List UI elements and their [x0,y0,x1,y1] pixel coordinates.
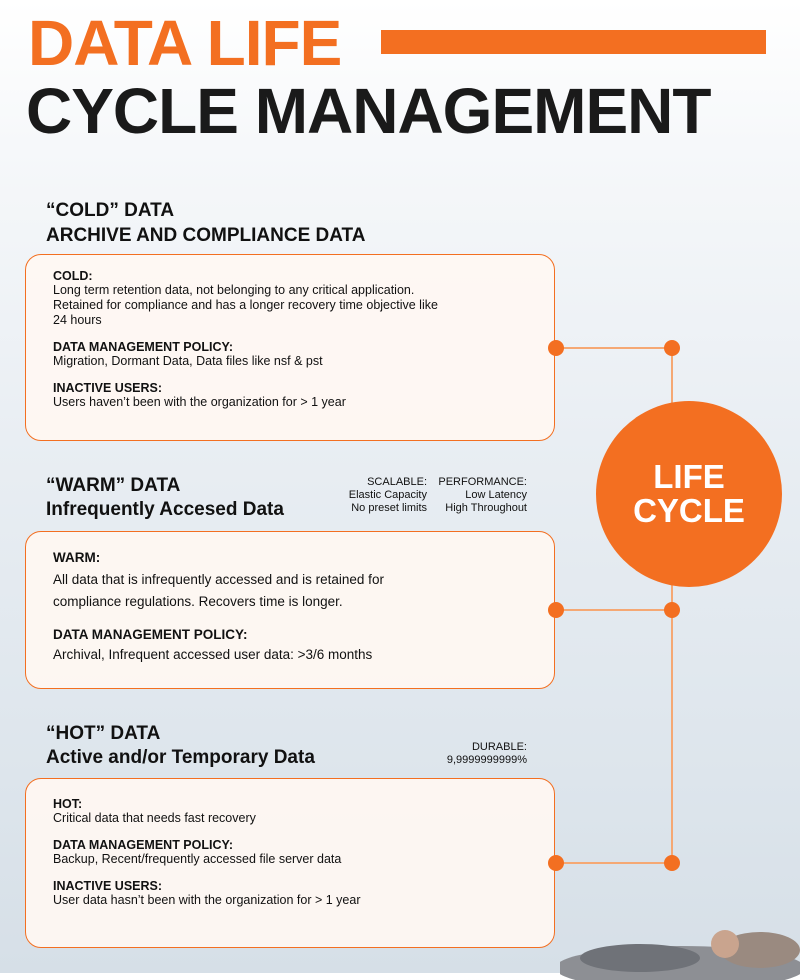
background-person-image [560,920,800,980]
cold-card [25,254,555,441]
hot-section-title [46,722,315,770]
hot-card [25,778,555,948]
lifecycle-circle [596,401,782,587]
cold-line-dot [664,340,680,356]
warm-title-line-2: Infrequently Accesed Data [46,499,284,520]
scalable-line-1: Elastic Capacity [348,489,427,501]
warm-section-title [46,474,284,522]
performance-stat [438,476,527,515]
hot-inactive-label: INACTIVE USERS: [53,879,163,893]
scalable-label: SCALABLE: [367,476,427,488]
scalable-stat [349,476,427,515]
hot-line-dot [664,855,680,871]
hot-connector-line [556,862,672,864]
performance-line-1: Low Latency [465,489,527,501]
lifecycle-line-2: CYCLE [633,492,745,529]
durable-label: DURABLE: [471,741,527,753]
cold-inactive-label: INACTIVE USERS: [53,381,163,395]
cold-description: Long term retention data, not belonging to any critical application. Retained for compliance and has a longer recovery time objective like 24 hours [53,283,438,327]
durable-stat [447,741,527,767]
durable-value: 9,9999999999% [446,754,527,766]
cold-section-title [46,198,365,248]
cold-label: COLD: [53,269,93,283]
warm-card-dot [548,602,564,618]
hot-title-line-2: Active and/or Temporary Data [46,747,315,768]
cold-connector-line [556,347,672,349]
cold-title-line-1: “COLD” DATA [46,200,175,221]
hot-label: HOT: [53,797,83,811]
warm-policy: Archival, Infrequent accessed user data: >3/6 months [53,647,373,662]
title-line-2: CYCLE MANAGEMENT [26,75,711,147]
hot-card-dot [548,855,564,871]
title-line-1: DATA LIFE [28,7,342,79]
cold-policy: Migration, Dormant Data, Data files like nsf & pst [53,354,323,368]
performance-line-2: High Throughout [445,502,527,514]
hot-policy: Backup, Recent/frequently accessed file server data [53,852,342,866]
warm-card [25,531,555,689]
cold-inactive: Users haven’t been with the organization for > 1 year [53,395,346,409]
warm-title-line-1: “WARM” DATA [46,475,181,496]
cold-policy-label: DATA MANAGEMENT POLICY: [53,340,234,354]
performance-label: PERFORMANCE: [438,476,527,488]
cold-title-line-2: ARCHIVE AND COMPLIANCE DATA [46,225,366,246]
lifecycle-line-1: LIFE [653,458,725,495]
hot-title-line-1: “HOT” DATA [46,723,161,744]
title-accent-bar [381,30,766,54]
hot-inactive: User data hasn’t been with the organization for > 1 year [53,893,361,907]
hot-description: Critical data that needs fast recovery [53,811,256,825]
warm-label: WARM: [53,550,101,565]
warm-description: All data that is infrequently accessed and is retained for compliance regulations. Recovers time is longer. [53,572,384,609]
hot-policy-label: DATA MANAGEMENT POLICY: [53,838,234,852]
cold-card-dot [548,340,564,356]
warm-line-dot [664,602,680,618]
warm-connector-line [556,609,672,611]
warm-policy-label: DATA MANAGEMENT POLICY: [53,627,248,642]
scalable-line-2: No preset limits [351,502,427,514]
